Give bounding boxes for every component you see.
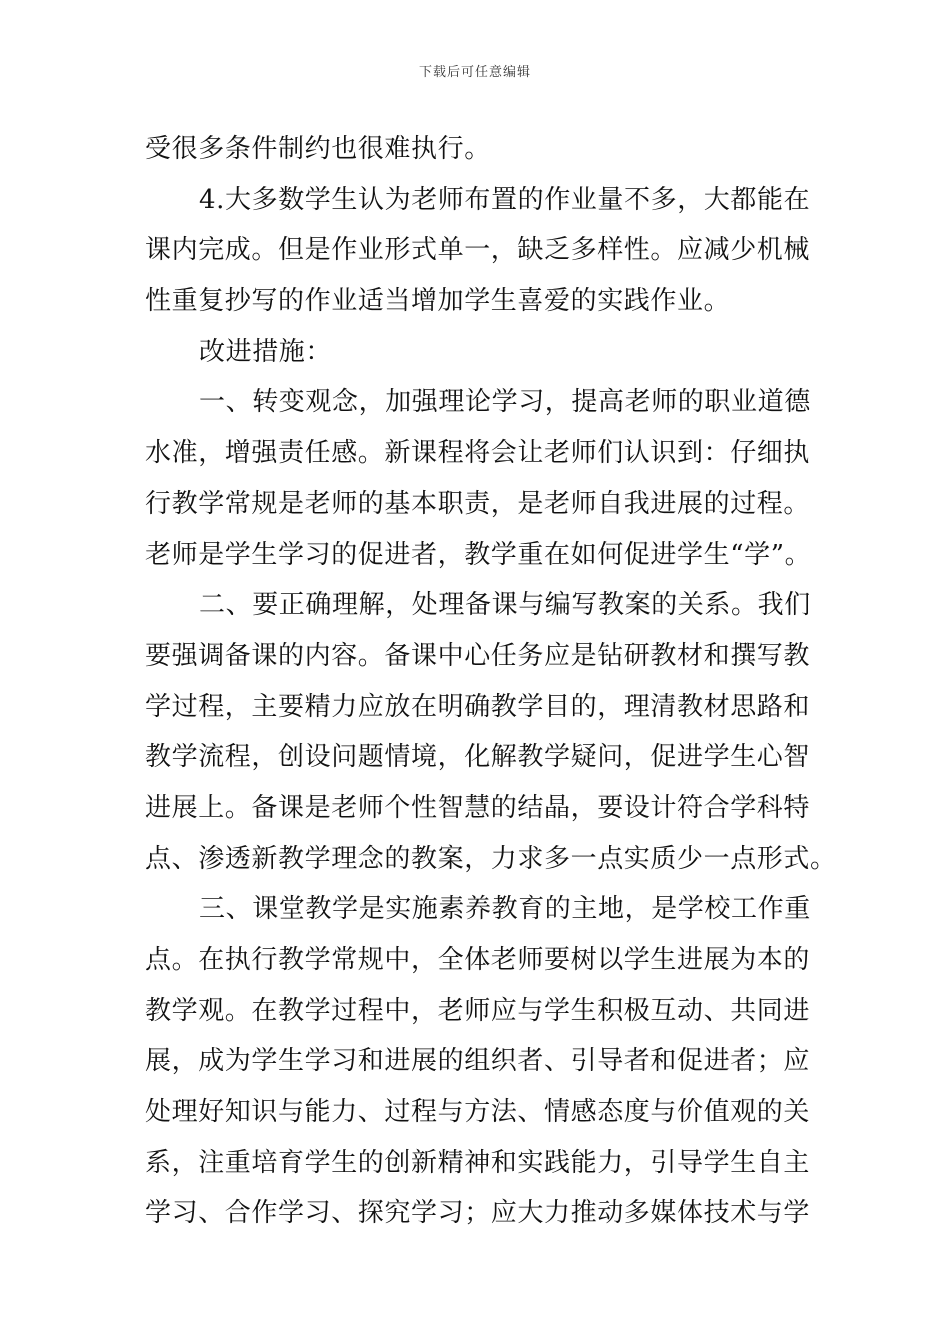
- text-line: 系，注重培育学生的创新精神和实践能力，引导学生自主: [145, 1147, 811, 1178]
- text-line: 学习、合作学习、探究学习；应大力推动多媒体技术与学: [145, 1198, 811, 1229]
- text-line: 教学流程，创设问题情境，化解教学疑问，促进学生心智: [145, 742, 811, 773]
- text-line: 处理好知识与能力、过程与方法、情感态度与价值观的关: [145, 1097, 811, 1128]
- paragraph-start-line: 一、转变观念，加强理论学习，提高老师的职业道德: [199, 387, 811, 418]
- paragraph-start-line: 4.大多数学生认为老师布置的作业量不多，大都能在: [199, 184, 811, 215]
- text-line: 课内完成。但是作业形式单一，缺乏多样性。应减少机械: [145, 235, 811, 266]
- text-line: 受很多条件制约也很难执行。: [145, 134, 491, 164]
- section-heading: 改进措施：: [199, 336, 333, 367]
- text-line: 展，成为学生学习和进展的组织者、引导者和促进者；应: [145, 1046, 811, 1077]
- text-line: 进展上。备课是老师个性智慧的结晶，要设计符合学科特: [145, 792, 811, 823]
- text-line: 点。在执行教学常规中，全体老师要树以学生进展为本的: [145, 945, 811, 975]
- text-line: 水准，增强责任感。新课程将会让老师们认识到：仔细执: [145, 438, 811, 469]
- document-body: [145, 124, 837, 1239]
- paragraph-start-line: 二、要正确理解，处理备课与编写教案的关系。我们: [199, 590, 811, 621]
- text-line: 性重复抄写的作业适当增加学生喜爱的实践作业。: [145, 286, 731, 317]
- text-line: 学过程，主要精力应放在明确教学目的，理清教材思路和: [145, 691, 811, 722]
- text-line: 老师是学生学习的促进者，教学重在如何促进学生“学”。: [145, 539, 812, 570]
- text-line: 点、渗透新教学理念的教案，力求多一点实质少一点形式。: [145, 843, 837, 874]
- page-header: 下载后可任意编辑: [418, 65, 531, 80]
- text-line: 要强调备课的内容。备课中心任务应是钻研教材和撰写教: [145, 640, 811, 671]
- text-line: 行教学常规是老师的基本职责，是老师自我进展的过程。: [145, 488, 811, 519]
- paragraph-start-line: 三、课堂教学是实施素养教育的主地，是学校工作重: [199, 894, 811, 925]
- text-line: 教学观。在教学过程中，老师应与学生积极互动、共同进: [145, 995, 811, 1026]
